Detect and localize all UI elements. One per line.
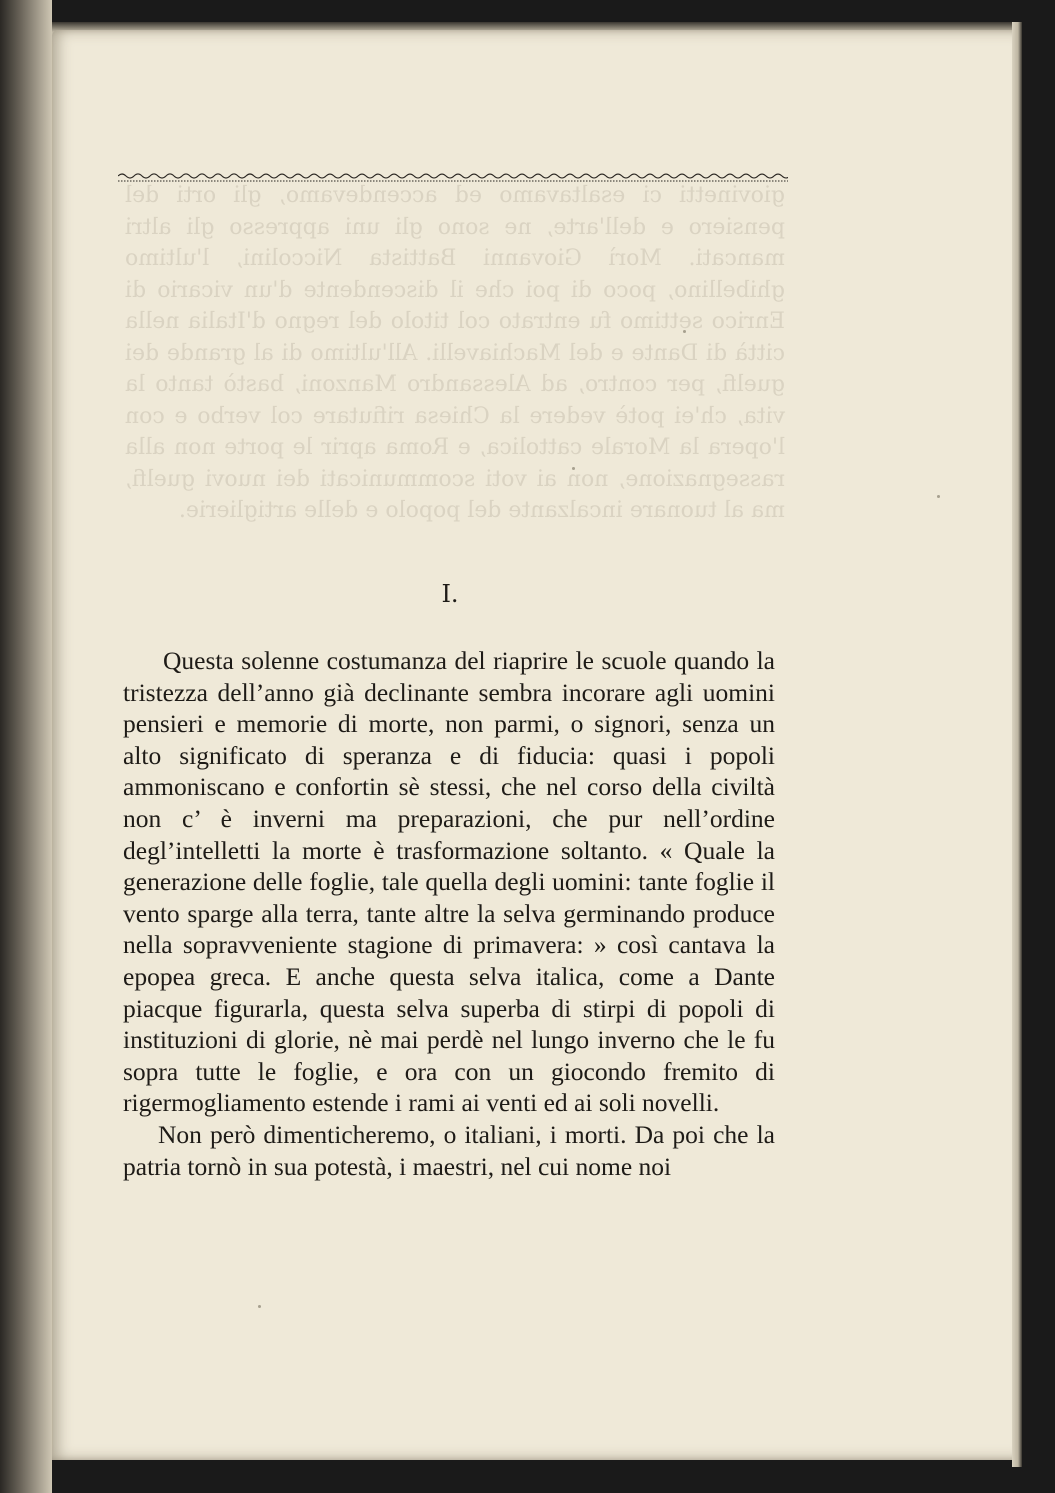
paragraph-1: Questa solenne costumanza del riaprire le scuole quando la tristezza dell’anno già declinante sembra incorare agli uomini pensieri e memorie di morte, non parmi, o signori, senza un alto significato di speranza e di fiducia: quasi i popoli ammoniscano e confortin sè stessi, che nel corso della civiltà non c’ è inverni ma preparazioni, che pur nell’ordine degl’intelletti la morte è trasformazione soltanto. « Quale la generazione delle foglie, tale quella degli uomini: tante foglie il vento sparge alla terra, tante altre la selva germinando produce nella sopravveniente stagione di primavera: » così cantava la epopea greca. E anche questa selva italica, come a Dante piacque figurarla, questa selva superba di stirpi di popoli di instituzioni di glorie, nè mai perdè nel lungo inverno che le fu sopra tutte le foglie, e ora con un giocondo fremito di rigermogliamento estende i rami ai venti ed ai soli novelli. bbox=[123, 646, 775, 1118]
section-number: I. bbox=[441, 580, 459, 608]
right-page-edge bbox=[1012, 22, 1022, 1467]
left-page-edge bbox=[0, 0, 52, 1493]
body-text bbox=[123, 645, 775, 1182]
bleed-through-text: giovinetti ci esaltavamo ed accendevamo, gli orti del pensiero e dell'arte, ne sono gli uni appresso gli altri mancati. Morì Giovanni Battista Niccolini, l'ultimo ghibellino, poco di poi che il discendente d'un vicario di Enrico settimo fu entrato col titolo del regno d'Italia nella città di Dante e del Machiavelli. All'ultimo di al grande dei guelfi, per contro, ad Alessandro Manzoni, bastò tanto la vita, ch'ei potè vedere la Chiesa rifiutare col verbo e con l'opera la Morale cattolica, e Roma aprir le porte non alla rassegnazione, non ai voti scommunicati dei nuovi guelfi, ma al tuonare incalzante del popolo e delle artiglierie. bbox=[125, 183, 785, 523]
header-ornament-rule bbox=[118, 170, 788, 184]
paragraph-2: Non però dimenticheremo, o italiani, i morti. Da poi che la patria tornò in sua potestà, i maestri, nel cui nome noi bbox=[123, 1119, 775, 1181]
